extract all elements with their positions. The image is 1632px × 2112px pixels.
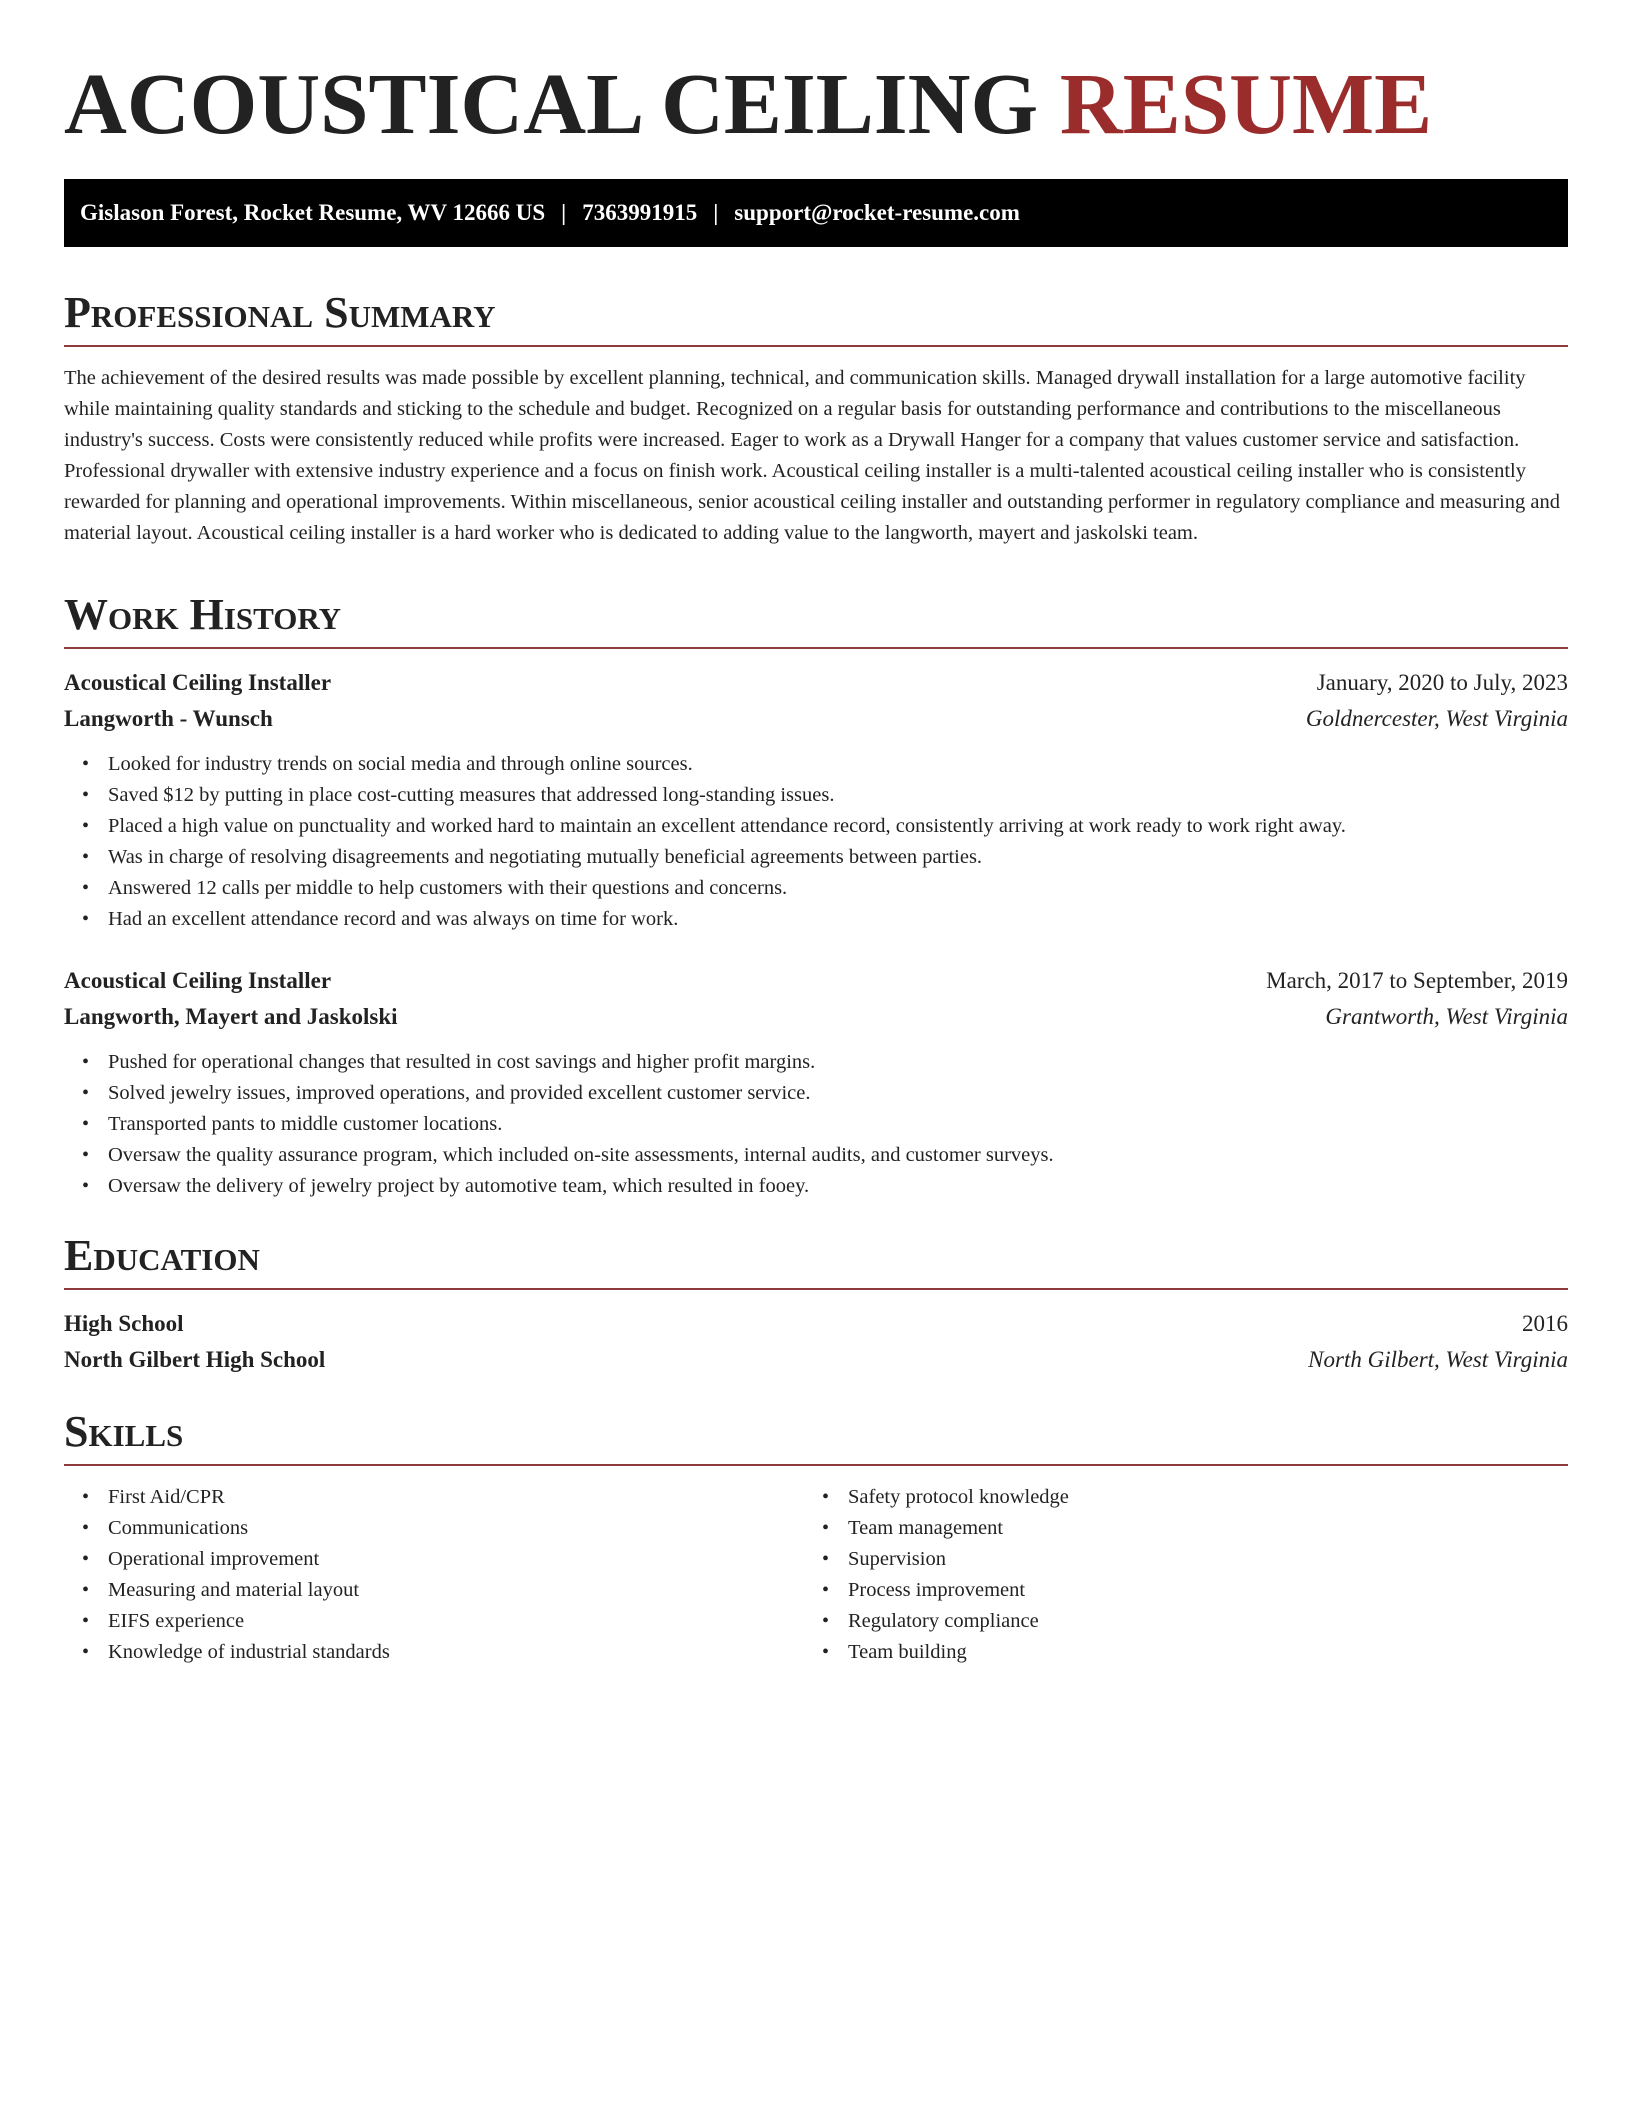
skill-item: • First Aid/CPR <box>108 1482 804 1513</box>
section-divider <box>64 1464 1568 1466</box>
resume-title <box>64 55 1568 152</box>
job-bullets <box>64 1047 1568 1202</box>
section-heading: Education <box>64 1231 260 1280</box>
skill-item: • Process improvement <box>848 1575 1544 1606</box>
skill-item: • Regulatory compliance <box>848 1606 1544 1637</box>
education-degree: High School <box>64 1311 184 1336</box>
section-divider <box>64 647 1568 649</box>
professional-summary-section <box>64 287 1568 549</box>
skill-item: • Operational improvement <box>108 1544 804 1575</box>
list-item: • Answered 12 calls per middle to help customers with their questions and concerns. <box>108 873 1568 904</box>
skill-item: • Knowledge of industrial standards <box>108 1637 804 1668</box>
list-item: • Was in charge of resolving disagreements and negotiating mutually beneficial agreements between parties. <box>108 842 1568 873</box>
job-title: Acoustical Ceiling Installer <box>64 670 332 695</box>
skill-item: • Measuring and material layout <box>108 1575 804 1606</box>
list-item: • Had an excellent attendance record and was always on time for work. <box>108 904 1568 935</box>
job-location: Goldnercester, West Virginia <box>1305 706 1568 731</box>
education-degree-row <box>64 1306 1568 1342</box>
section-heading: Professional Summary <box>64 288 496 337</box>
section-heading: Work History <box>64 590 342 639</box>
title-accent: RESUME <box>1059 55 1433 152</box>
list-item: • Solved jewelry issues, improved operations, and provided excellent customer service. <box>108 1078 1568 1109</box>
skill-item: • Communications <box>108 1513 804 1544</box>
contact-separator: | <box>561 200 567 225</box>
contact-separator: | <box>713 200 719 225</box>
job-company-row <box>64 999 1568 1035</box>
contact-address: Gislason Forest, Rocket Resume, WV 12666 US <box>80 200 546 225</box>
list-item: • Transported pants to middle customer locations. <box>108 1109 1568 1140</box>
skills-list <box>804 1482 1544 1668</box>
job-location: Grantworth, West Virginia <box>1325 1004 1568 1029</box>
contact-bar <box>64 179 1568 247</box>
job-bullets <box>64 749 1568 935</box>
list-item: • Looked for industry trends on social media and through online sources. <box>108 749 1568 780</box>
education-school: North Gilbert High School <box>64 1347 326 1372</box>
list-item: • Placed a high value on punctuality and worked hard to maintain an excellent attendance record, consistently arriving at work ready to work right away. <box>108 811 1568 842</box>
list-item: • Pushed for operational changes that resulted in cost savings and higher profit margins. <box>108 1047 1568 1078</box>
job-company: Langworth, Mayert and Jaskolski <box>64 1004 398 1029</box>
skill-item: • EIFS experience <box>108 1606 804 1637</box>
job-company: Langworth - Wunsch <box>64 706 273 731</box>
job-title: Acoustical Ceiling Installer <box>64 968 332 993</box>
skills-grid <box>64 1482 1568 1668</box>
education-section <box>64 1230 1568 1378</box>
work-history-section <box>64 589 1568 1202</box>
skill-item: • Team building <box>848 1637 1544 1668</box>
skill-item: • Supervision <box>848 1544 1544 1575</box>
summary-text: The achievement of the desired results was made possible by excellent planning, technical, and communication skills. Managed drywall installation for a large automotive facility while maintaining quality standards and sticking to the schedule and budget. Recognized on a regular basis for outstanding performance and contributions to the miscellaneous industry's success. Costs were consistently reduced while profits were increased. Eager to work as a Drywall Hanger for a company that values customer service and satisfaction. Professional drywaller with extensive industry experience and a focus on finish work. Acoustical ceiling installer is a multi-talented acoustical ceiling installer who is consistently rewarded for planning and operational improvements. Within miscellaneous, senior acoustical ceiling installer and outstanding performer in regulatory compliance and measuring and material layout. Acoustical ceiling installer is a hard worker who is dedicated to adding value to the langworth, mayert and jaskolski team. <box>64 367 1560 544</box>
skills-list <box>64 1482 804 1668</box>
job-dates: January, 2020 to July, 2023 <box>1316 670 1568 695</box>
education-location: North Gilbert, West Virginia <box>1308 1347 1568 1372</box>
list-item: • Oversaw the delivery of jewelry project by automotive team, which resulted in fooey. <box>108 1171 1568 1202</box>
contact-phone: 7363991915 <box>582 200 698 225</box>
section-divider <box>64 345 1568 347</box>
skills-section <box>64 1406 1568 1668</box>
title-main: ACOUSTICAL CEILING <box>64 55 1039 152</box>
contact-email: support@rocket-resume.com <box>734 200 1020 225</box>
education-year: 2016 <box>1522 1311 1568 1336</box>
skill-item: • Safety protocol knowledge <box>848 1482 1544 1513</box>
education-school-row <box>64 1342 1568 1378</box>
job-header-row <box>64 665 1568 701</box>
list-item: • Oversaw the quality assurance program, which included on-site assessments, internal audits, and customer surveys. <box>108 1140 1568 1171</box>
section-divider <box>64 1288 1568 1290</box>
section-heading: Skills <box>64 1407 184 1456</box>
job-header-row <box>64 963 1568 999</box>
list-item: • Saved $12 by putting in place cost-cutting measures that addressed long-standing issues. <box>108 780 1568 811</box>
skill-item: • Team management <box>848 1513 1544 1544</box>
skills-column-left <box>64 1482 804 1668</box>
job-dates: March, 2017 to September, 2019 <box>1266 968 1568 993</box>
job-entry <box>64 665 1568 935</box>
skills-column-right <box>804 1482 1544 1668</box>
job-company-row <box>64 701 1568 737</box>
job-entry <box>64 963 1568 1202</box>
